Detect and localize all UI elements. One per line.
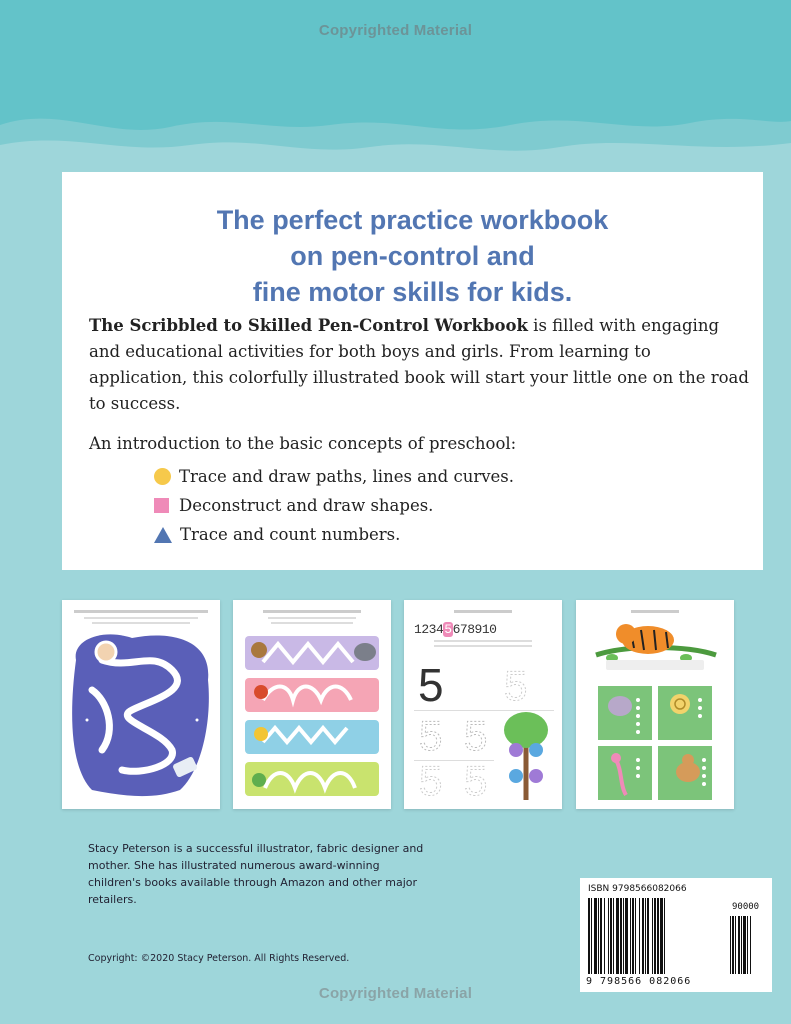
- concepts-list: [154, 462, 514, 549]
- yellow-circle-icon: [154, 468, 171, 485]
- description-rest: is filled with engaging and educational activities for both boys and girls. From learning to application, this colorfully illustrated book will start your little one on the road to success.: [89, 316, 749, 413]
- list-item: [154, 491, 514, 520]
- list-item: [154, 462, 514, 491]
- headline-line-1: The perfect practice workbook: [216, 205, 609, 235]
- headline-line-3: fine motor skills for kids.: [252, 277, 573, 307]
- price-code: 90000: [732, 902, 760, 912]
- svg-text:5: 5: [419, 757, 443, 804]
- thumbnail-counting-page: [576, 600, 734, 809]
- svg-text:5: 5: [464, 712, 488, 759]
- highlighted-number: 5: [444, 622, 452, 637]
- maze-illustration: [62, 600, 220, 809]
- bullet-text: Trace and draw paths, lines and curves.: [179, 467, 515, 486]
- headline: [62, 202, 763, 310]
- isbn-label: ISBN 9798566082066: [588, 884, 687, 894]
- thumbnail-lines-page: [233, 600, 391, 809]
- lines-illustration: [233, 600, 391, 809]
- blue-triangle-icon: [154, 527, 172, 543]
- bullet-text: Trace and count numbers.: [180, 525, 401, 544]
- intro-text: An introduction to the basic concepts of preschool:: [89, 434, 517, 453]
- barcode-digits: 9 798566 082066: [586, 976, 692, 987]
- author-bio: Stacy Peterson is a successful illustrator, fabric designer and mother. She has illustrated numerous award-winning children's books available through Amazon and other major retailers.: [88, 842, 424, 906]
- description-panel: [62, 172, 763, 570]
- counting-illustration: [576, 600, 734, 809]
- book-title: The Scribbled to Skilled Pen-Control Workbook: [89, 316, 528, 335]
- list-item: [154, 520, 514, 549]
- bullet-text: Deconstruct and draw shapes.: [179, 496, 434, 515]
- thumbnail-numbers-page: [404, 600, 562, 809]
- number-row: 12345678910: [414, 622, 497, 637]
- headline-line-2: on pen-control and: [290, 241, 535, 271]
- svg-text:5: 5: [464, 757, 488, 804]
- thumbnail-maze-page: [62, 600, 220, 809]
- watermark-bottom: Copyrighted Material: [318, 985, 473, 1002]
- isbn-barcode: [580, 878, 772, 992]
- big-number: 5: [418, 659, 444, 711]
- description-text: [89, 313, 749, 417]
- svg-text:5: 5: [419, 712, 443, 759]
- barcode-bars: [580, 878, 772, 992]
- pink-square-icon: [154, 498, 169, 513]
- svg-text:5: 5: [504, 662, 528, 709]
- copyright-notice: Copyright: ©2020 Stacy Peterson. All Rights Reserved.: [88, 953, 350, 964]
- watermark-top: Copyrighted Material: [318, 22, 473, 39]
